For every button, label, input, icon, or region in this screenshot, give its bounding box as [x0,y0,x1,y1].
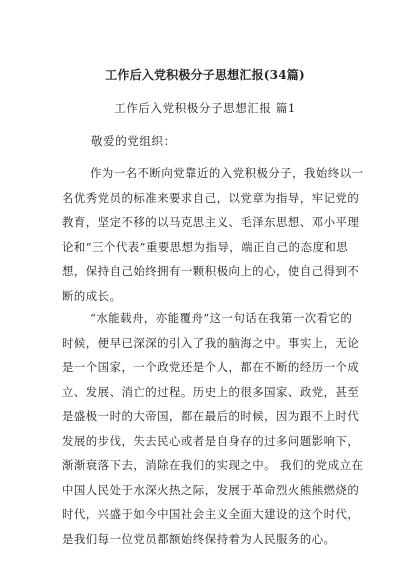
paragraph-line: 想，保持自己始终拥有一颗积极向上的心，使自己得到不 [62,264,360,278]
paragraph-line: 时候，便早已深深的引入了我的脑海之中。事实上，无论 [62,335,360,350]
paragraph-2 [62,306,364,551]
document-title: 工作后入党积极分子思想汇报(34篇) [105,68,305,82]
paragraph-line: 是盛极一时的大帝国，都在最后的时候，因为跟不上时代 [62,409,360,423]
paragraph-line: 时代，兴盛于如今中国社会主义全面大建设的这个时代， [62,507,360,521]
paragraph-line: 断的成长。 [62,288,122,303]
section-subtitle: 工作后入党积极分子思想汇报 篇1 [114,101,296,115]
paragraph-line: 作为一名不断向党靠近的入党积极分子，我始终以一 [90,166,364,180]
paragraph-1 [62,161,364,308]
paragraph-line: 名优秀党员的标准来要求自己，以党章为指导，牢记党的 [62,190,360,205]
paragraph-line: 渐渐衰落下去，消除在我们的实现之中。 我们的党成立在 [62,458,364,472]
paragraph-line: 是一个国家，一个政党还是个人，都在不断的经历一个成 [62,360,360,374]
paragraph-line: 立、发展、消亡的过程。历史上的很多国家、政党，甚至 [62,384,360,399]
paragraph-line: 论和“三个代表”重要思想为指导，端正自己的态度和思 [62,239,349,254]
paragraph-line: 教育，坚定不移的以马克思主义、毛泽东思想、邓小平理 [62,215,360,229]
paragraph-line: 是我们每一位党员都额始终保持着为人民服务的心。 [62,531,336,546]
paragraph-line: 发展的步伐，失去民心或者是自身存的过多问题影响下， [62,433,360,448]
paragraph-line: 中国人民处于水深火热之际，发展于革命烈火熊熊燃烧的 [62,482,360,497]
paragraph-line: “水能载舟，亦能覆舟”这一句话在我第一次看它的 [90,311,353,325]
salutation: 敬爱的党组织： [91,134,176,148]
